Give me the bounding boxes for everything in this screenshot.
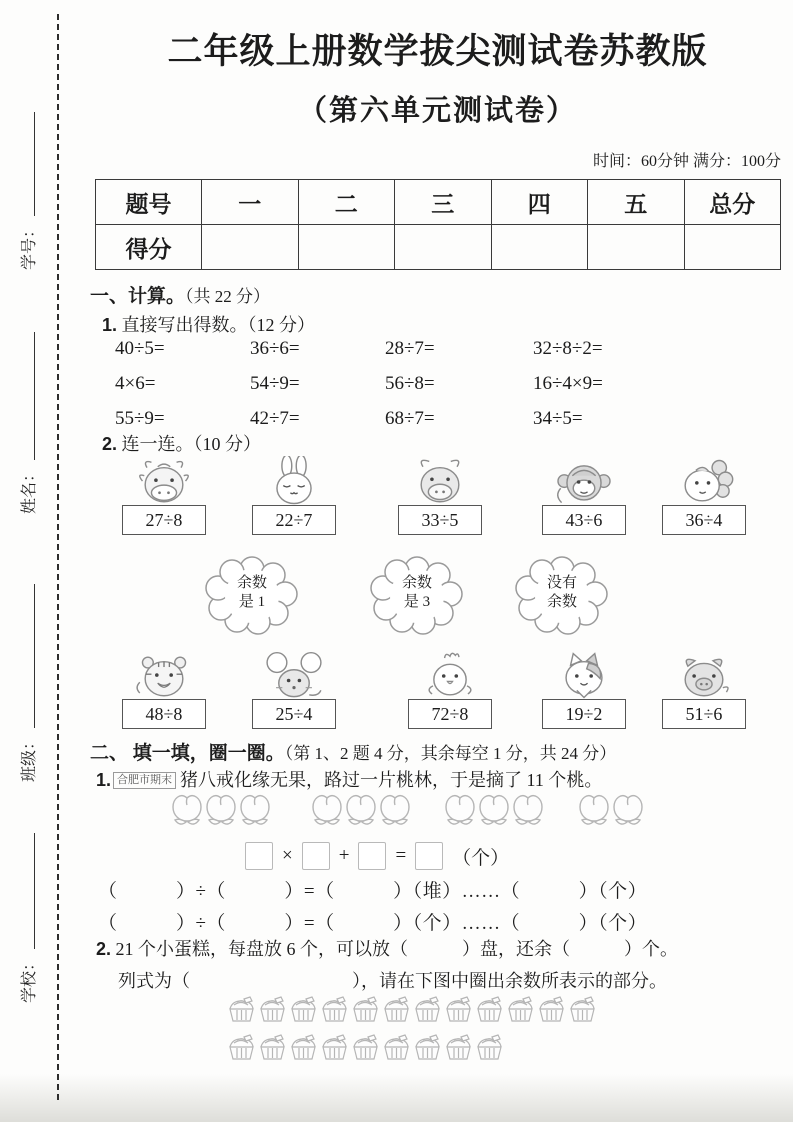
pony-icon [671,456,737,508]
problem-item: 36÷6= [250,338,300,359]
score-cell [298,225,395,270]
answer-box [245,842,273,870]
class-blank-line [20,584,35,728]
score-col-5: 五 [588,180,685,225]
score-col-total: 总分 [684,180,781,225]
peach-icon [378,792,412,828]
source-tag: 合肥市期末 [113,772,176,789]
match-item [408,650,492,729]
peach-group [577,792,645,828]
match-item [252,650,336,729]
direct-calculation-grid [115,338,755,430]
section1-heading [90,281,270,308]
flower-text-line2: 是 1 [238,594,266,610]
peach-icon [238,792,272,828]
peach-illustration [90,792,785,840]
s2-q2-text: 21 个小蛋糕，每盘放 6 个，可以放（ ）盘，还余（ ）个。 [115,939,679,959]
problem-item: 55÷9= [115,408,165,429]
peach-icon [577,792,611,828]
cupcake-icon [350,994,381,1024]
score-table-corner: 题号 [96,180,202,225]
flower-text-line2: 余数 [546,594,577,610]
score-col-3: 三 [395,180,492,225]
student-id-blank-line [20,112,35,216]
flower-text-line1: 余数 [401,575,432,591]
expr-box: 25÷4 [252,699,336,729]
time-score-meta: 时间：60分钟 满分：100分 [592,153,781,170]
expr-box: 27÷8 [122,505,206,535]
cupcake-icon [226,994,257,1024]
peach-group [310,792,412,828]
q2-label [102,430,261,456]
flower-label [204,556,300,636]
score-cell [684,225,781,270]
s2-q2-line [96,935,678,961]
score-table [95,179,781,270]
match-item [542,650,626,729]
answer-box [415,842,443,870]
problem-item: 34÷5= [533,408,583,429]
problem-item: 4×6= [115,373,156,394]
match-item [662,650,746,729]
fill-in-line-2: （ ）÷（ ）=（ ）（个）……（ ）（个） [98,913,648,934]
answer-box [302,842,330,870]
q1-label [102,311,315,337]
cupcake-icon [474,1032,505,1062]
paper-title: 二年级上册数学拔尖测试卷苏教版 [167,32,708,71]
expr-box: 19÷2 [542,699,626,729]
cupcake-icon [443,994,474,1024]
paper-subtitle: （第六单元测试卷） [297,95,577,127]
match-item [122,650,206,729]
cupcake-icon [412,1032,443,1062]
plus-operator: + [338,845,350,866]
score-col-1: 一 [202,180,299,225]
score-col-4: 四 [491,180,588,225]
score-col-2: 二 [298,180,395,225]
name-field [16,300,38,514]
calf-icon [407,456,473,508]
problem-item: 56÷8= [385,373,435,394]
peach-icon [344,792,378,828]
cupcake-icon [288,994,319,1024]
section1-heading-note: （共 22 分） [185,287,271,306]
cow-icon [131,456,197,508]
problem-item: 54÷9= [250,373,300,394]
cupcake-icon [412,994,443,1024]
school-field [16,801,38,1003]
peach-icon [204,792,238,828]
peach-group [443,792,545,828]
answer-box [358,842,386,870]
expr-box: 51÷6 [662,699,746,729]
class-field [16,552,38,782]
section2-heading [90,738,616,765]
school-label: 学校： [20,954,38,1003]
cupcake-icon [505,994,536,1024]
peach-icon [443,792,477,828]
section2-heading-note: （第 1、2 题 4 分，其余每空 1 分，共 24 分） [284,744,617,763]
match-item [542,456,626,535]
flower-text-line2: 是 3 [403,594,431,610]
cupcake-icon [381,1032,412,1062]
match-item [662,456,746,535]
cupcake-icon [567,994,598,1024]
student-id-field [16,80,38,270]
peach-icon [477,792,511,828]
flower-text [369,574,465,612]
s2-q2-line2: 列式为（ ），请在下图中圈出余数所表示的部分。 [118,971,667,991]
rabbit-icon [261,456,327,508]
cupcake-row-1 [226,994,598,1024]
problem-item: 32÷8÷2= [533,338,603,359]
score-cell [202,225,299,270]
section1-heading-bold: 一、计算。 [90,286,186,307]
peach-icon [611,792,645,828]
cupcake-icon [257,994,288,1024]
paper-content [90,0,785,1122]
score-cell [491,225,588,270]
cupcake-icon [257,1032,288,1062]
match-item [122,456,206,535]
expr-box: 22÷7 [252,505,336,535]
cupcake-icon [536,994,567,1024]
tiger-icon [131,650,197,702]
problem-item: 68÷7= [385,408,435,429]
section2-heading-bold: 二、 填一填，圈一圈。 [90,743,285,764]
pig-icon [671,650,737,702]
cupcake-row-2 [226,1032,505,1062]
cupcake-icon [319,994,350,1024]
q2-number: 2. [102,434,118,454]
problem-item: 42÷7= [250,408,300,429]
peach-icon [310,792,344,828]
cupcake-icon [226,1032,257,1062]
peach-icon [170,792,204,828]
expr-box: 43÷6 [542,505,626,535]
s2-q2-number: 2. [96,939,112,959]
unit-label: （个） [452,847,510,869]
cat-icon [551,650,617,702]
problem-item: 16÷4×9= [533,373,603,394]
score-row-label: 得分 [96,225,202,270]
name-blank-line [20,332,35,460]
cupcake-icon [443,1032,474,1062]
student-id-label: 学号： [20,221,38,270]
q1-number: 1. [102,315,118,335]
match-row-top [90,456,785,560]
score-cell [588,225,685,270]
flower-text-line1: 没有 [546,575,577,591]
expr-box: 48÷8 [122,699,206,729]
cupcake-icon [350,1032,381,1062]
s2-q1-number: 1. [96,770,112,790]
q1-text: 直接写出得数。（12 分） [121,315,316,335]
flower-text [204,574,300,612]
problem-item: 40÷5= [115,338,165,359]
score-cell [395,225,492,270]
match-item [398,456,482,535]
expr-box: 36÷4 [662,505,746,535]
mouse-icon [261,650,327,702]
chick-icon [417,650,483,702]
fill-in-line-1: （ ）÷（ ）=（ ）（堆）……（ ）（个） [98,881,648,902]
flower-text [514,574,610,612]
school-blank-line [20,833,35,949]
cupcake-icon [381,994,412,1024]
expr-box: 33÷5 [398,505,482,535]
class-label: 班级： [20,733,38,782]
score-table-header-row [96,180,781,225]
peach-group [170,792,272,828]
match-item [252,456,336,535]
flower-label [514,556,610,636]
cupcake-icon [319,1032,350,1062]
equals-operator: = [395,845,407,866]
problem-item: 28÷7= [385,338,435,359]
remainder-flowers [90,556,785,640]
box-equation [245,842,509,870]
monkey-icon [551,456,617,508]
expr-box: 72÷8 [408,699,492,729]
flower-label [369,556,465,636]
s2-q1-line [96,766,602,792]
s2-q1-text: 猪八戒化缘无果，路过一片桃林，于是摘了 11 个桃。 [180,770,603,790]
score-table-score-row [96,225,781,270]
peach-icon [511,792,545,828]
q2-text: 连一连。（10 分） [121,434,262,454]
binding-dashed-line [57,14,59,1100]
flower-text-line1: 余数 [236,575,267,591]
multiply-operator: × [282,845,293,866]
cupcake-icon [474,994,505,1024]
name-label: 姓名： [20,465,38,514]
cupcake-icon [288,1032,319,1062]
